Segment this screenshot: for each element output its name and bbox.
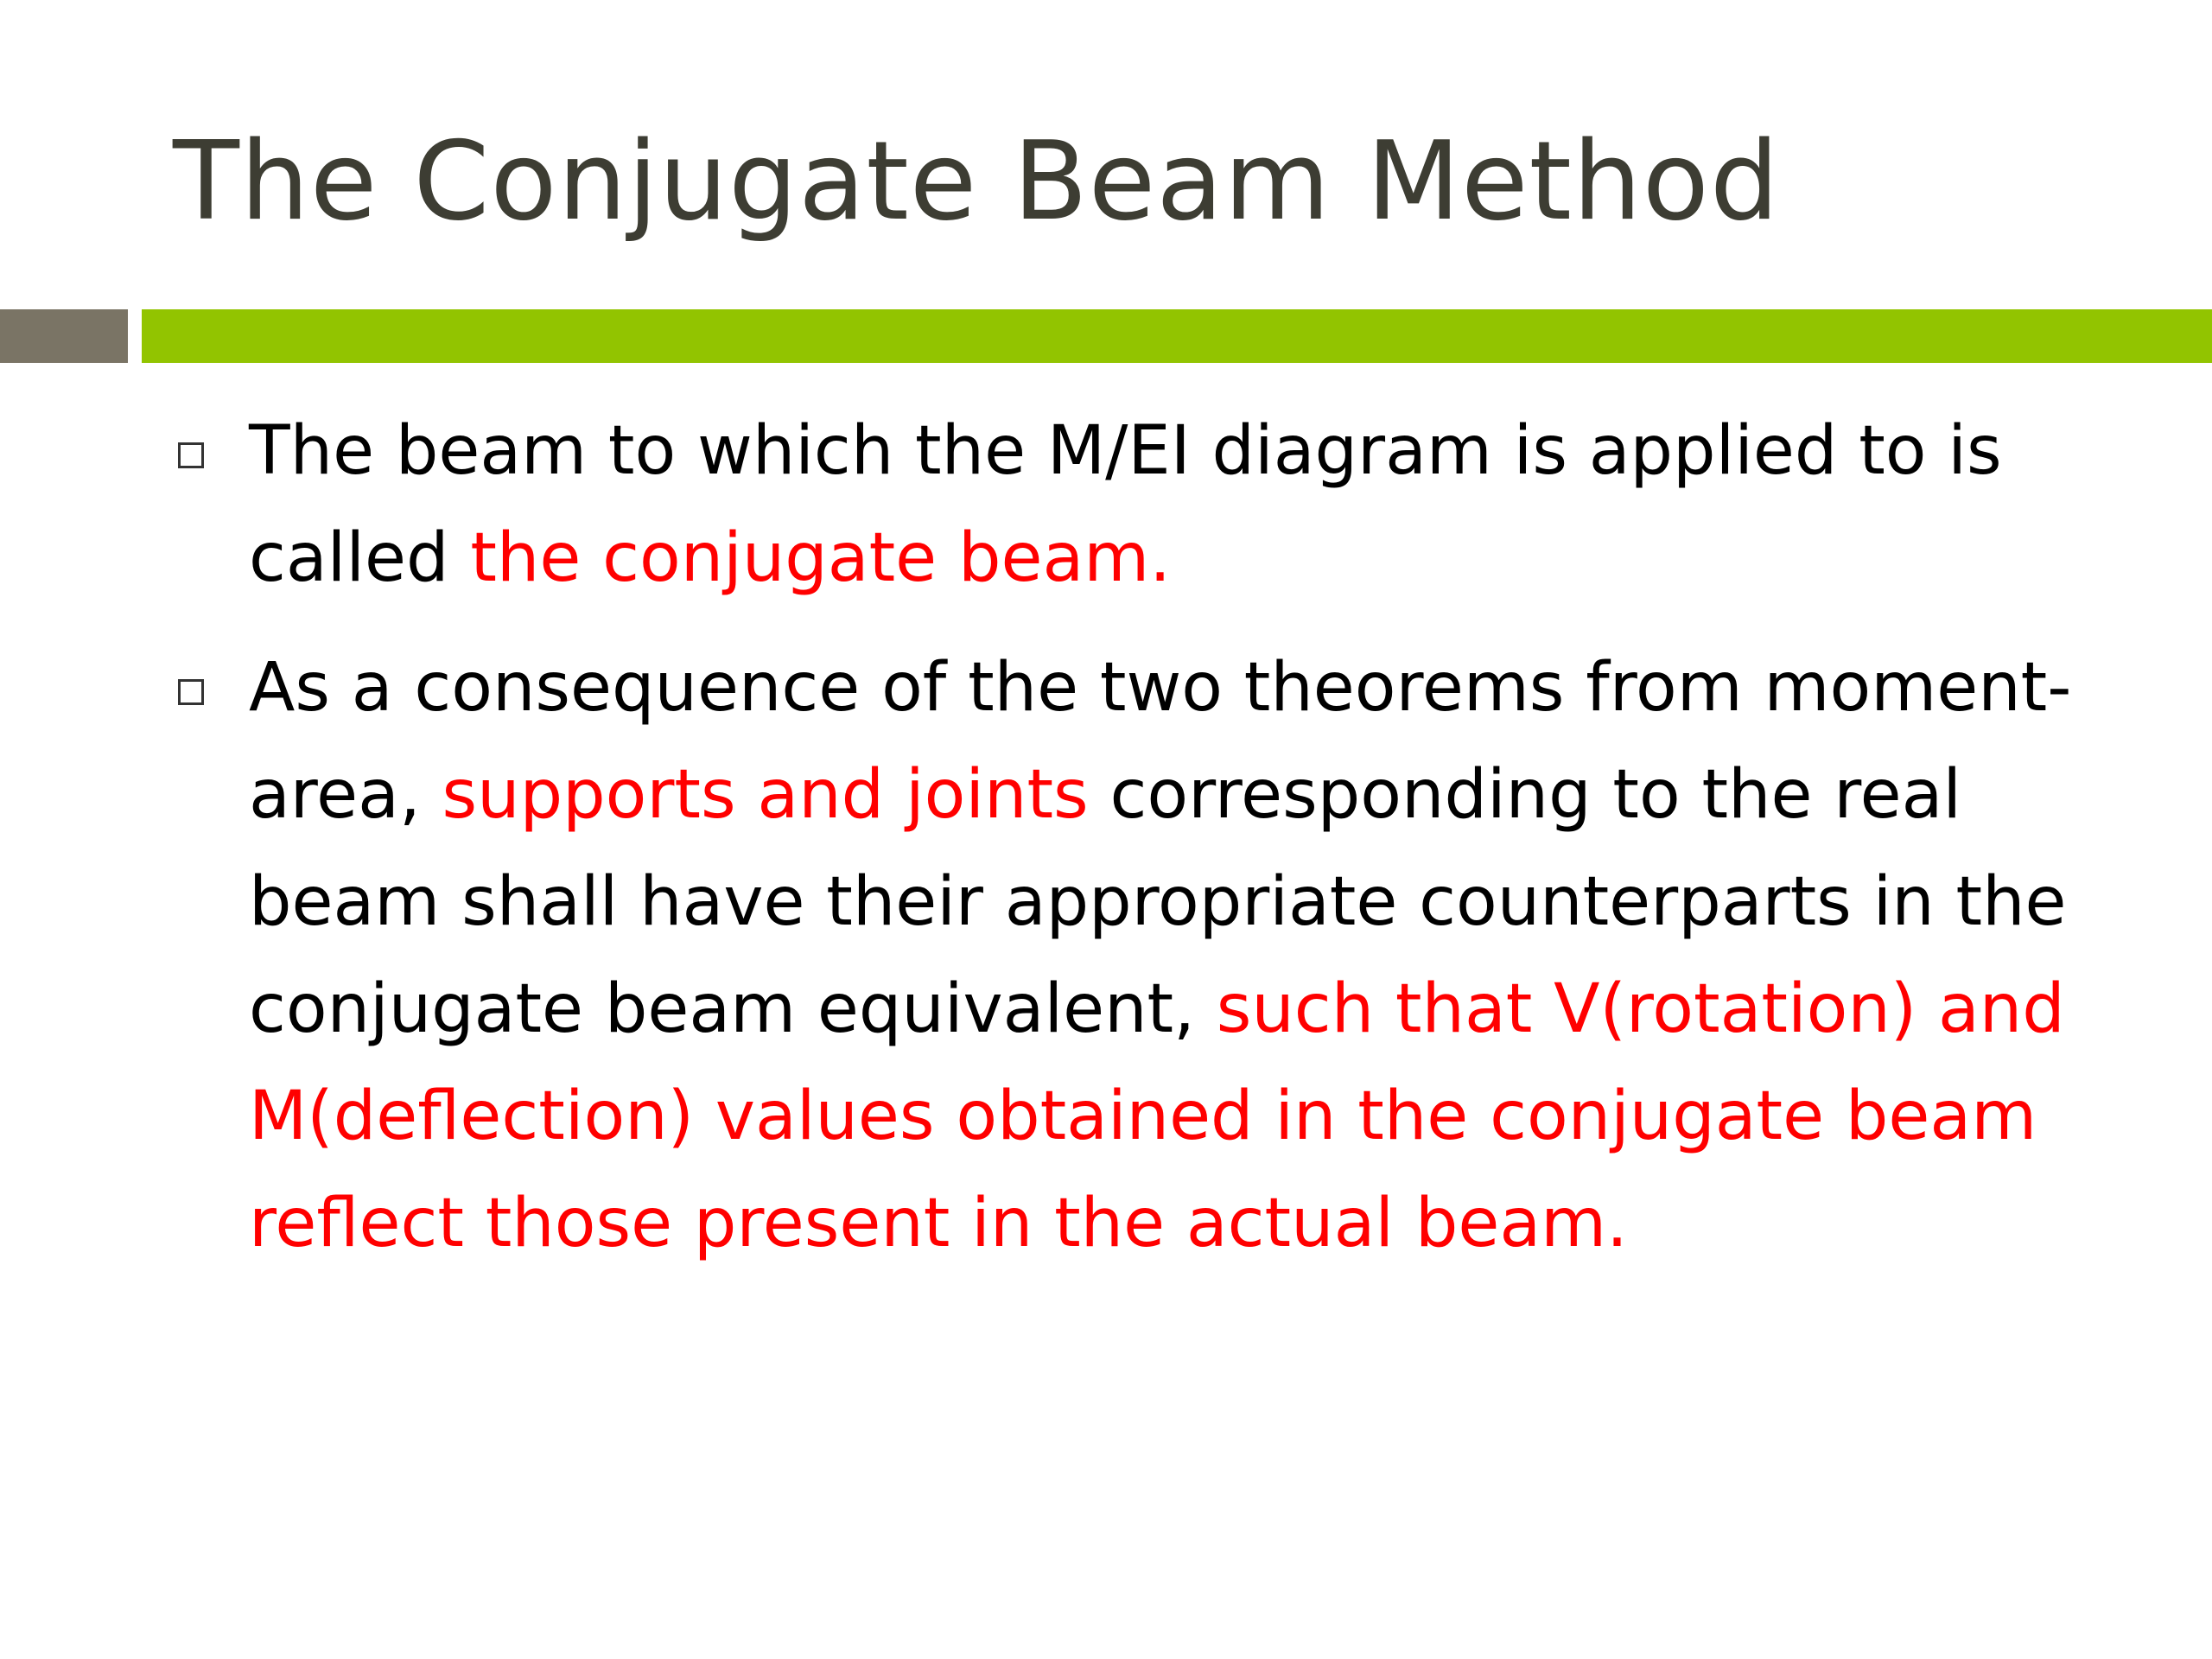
bullet-text: corresponding to the real beam shall have their appropriate counterparts in the conjugate beam equivalent, (249, 756, 2067, 1048)
bullet-highlight: such that V(rotation) and M(deflection) values obtained in the conjugate beam reflect those present in the actual beam. (249, 970, 2065, 1262)
slide-title: The Conjugate Beam Method (173, 118, 1780, 245)
title-rule-green (142, 309, 2212, 363)
bullet-text: As a consequence of the two theorems from moment-area, (249, 649, 2072, 834)
bullet-item-conjugate-definition (173, 397, 2108, 612)
bullet-list (173, 397, 2108, 1277)
bullet-highlight: the conjugate beam. (470, 519, 1172, 597)
title-rule-accent-gray (0, 309, 128, 363)
square-bullet-icon (178, 679, 204, 705)
bullet-highlight: supports and joints (442, 756, 1089, 834)
bullet-text: The beam to which the M/EI diagram is applied to is called (249, 412, 2002, 597)
bullet-item-supports-joints (173, 634, 2108, 1277)
square-bullet-icon (178, 442, 204, 468)
